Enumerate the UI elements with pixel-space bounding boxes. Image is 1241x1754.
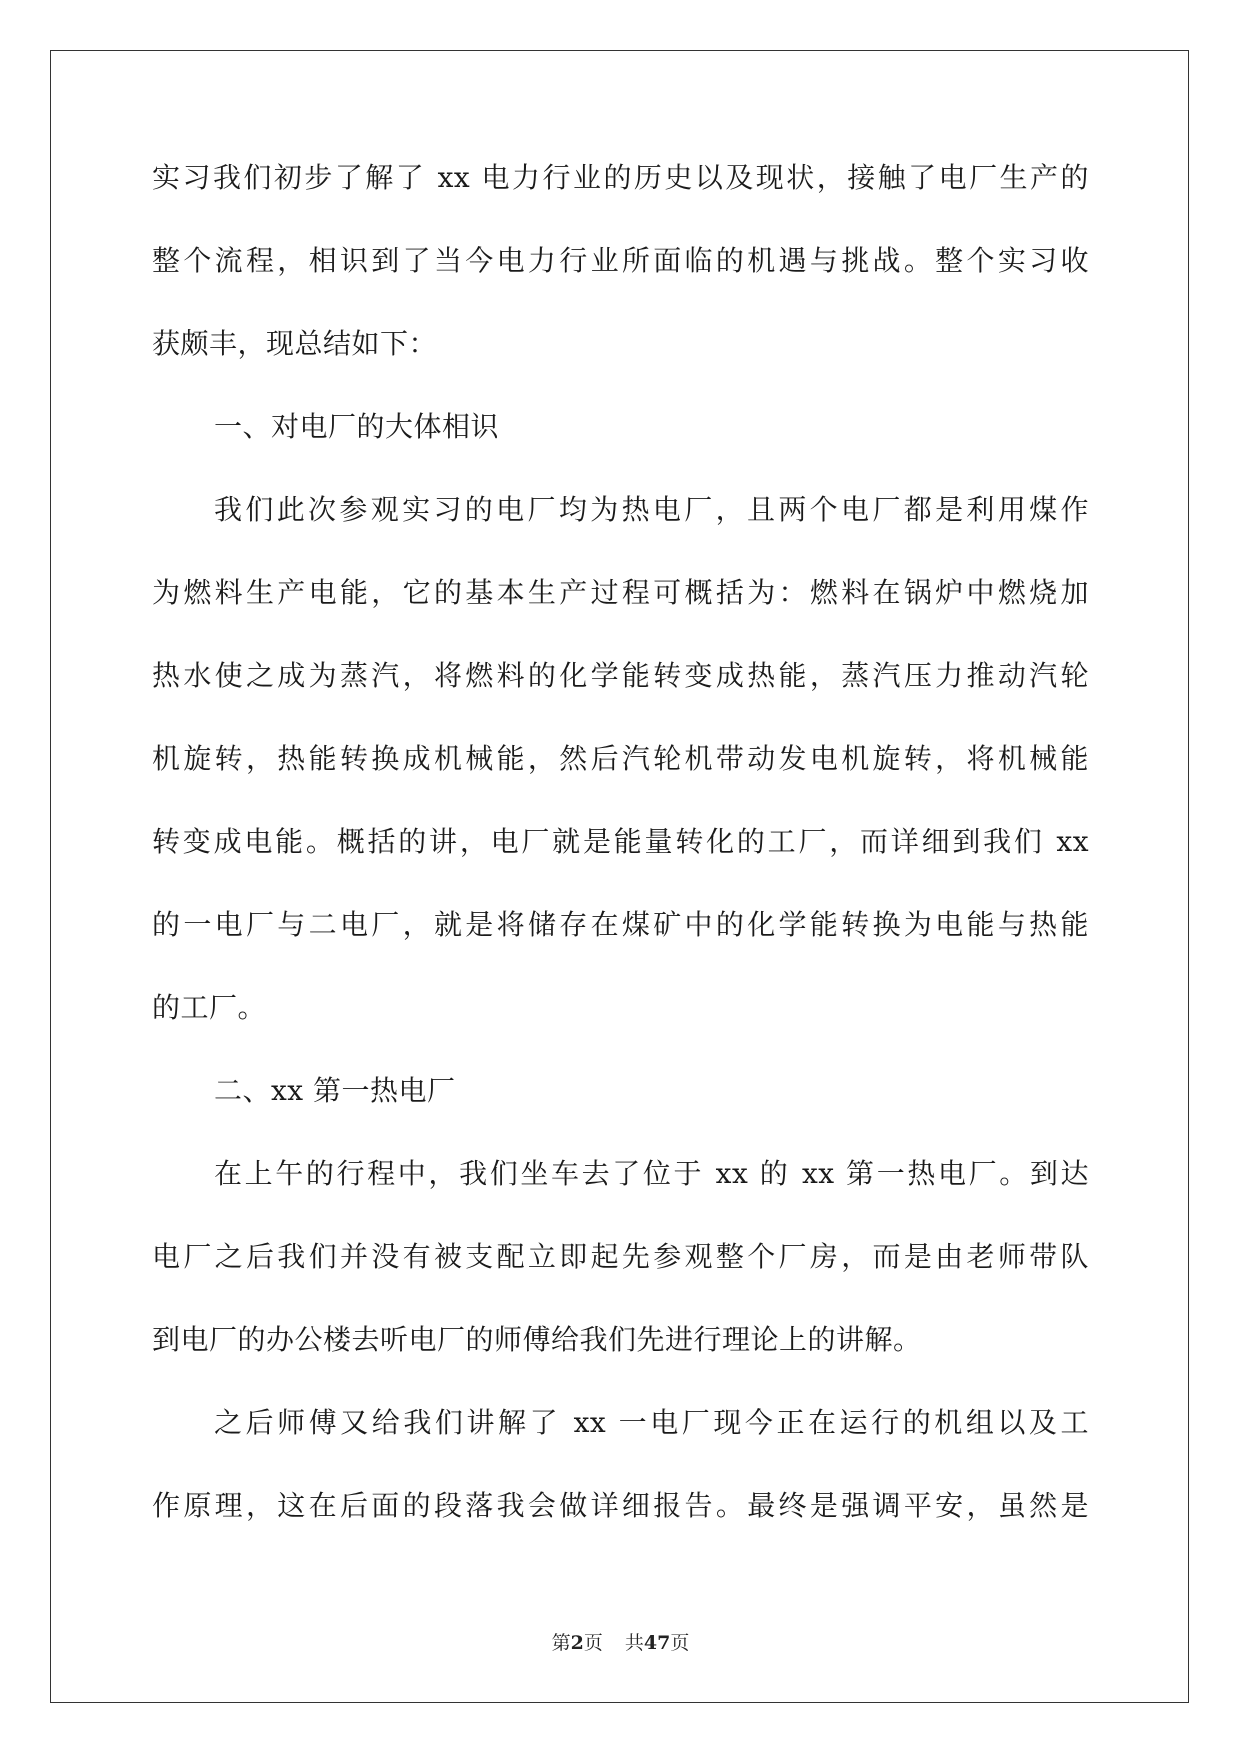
page-number: 2 <box>570 1632 584 1654</box>
text-line: 转变成电能。概括的讲，电厂就是能量转化的工厂，而详细到我们 xx <box>152 825 1089 858</box>
total-suffix: 页 <box>670 1632 690 1654</box>
text-line: 到电厂的办公楼去听电厂的师傅给我们先进行理论上的讲解。 <box>152 1323 922 1356</box>
text-line: 的工厂。 <box>152 991 267 1024</box>
section-heading: 二、xx 第一热电厂 <box>214 1074 456 1107</box>
text-line: 实习我们初步了解了 xx 电力行业的历史以及现状，接触了电厂生产的 <box>152 161 1089 194</box>
text-line: 作原理，这在后面的段落我会做详细报告。最终是强调平安，虽然是 <box>152 1489 1089 1522</box>
text-line: 我们此次参观实习的电厂均为热电厂，且两个电厂都是利用煤作 <box>214 493 1089 526</box>
text-line: 在上午的行程中，我们坐车去了位于 xx 的 xx 第一热电厂。到达 <box>214 1157 1089 1190</box>
text-line: 热水使之成为蒸汽，将燃料的化学能转变成热能，蒸汽压力推动汽轮 <box>152 659 1089 692</box>
text-line: 的一电厂与二电厂，就是将储存在煤矿中的化学能转换为电能与热能 <box>152 908 1089 941</box>
page-suffix: 页 <box>583 1632 603 1654</box>
page-footer <box>0 1628 1241 1655</box>
text-line: 之后师傅又给我们讲解了 xx 一电厂现今正在运行的机组以及工 <box>214 1406 1089 1439</box>
text-line: 机旋转，热能转换成机械能，然后汽轮机带动发电机旋转，将机械能 <box>152 742 1089 775</box>
text-line: 获颇丰，现总结如下： <box>152 327 438 360</box>
total-prefix: 共 <box>624 1632 644 1654</box>
section-heading: 一、对电厂的大体相识 <box>214 410 500 443</box>
total-pages: 47 <box>643 1632 671 1654</box>
text-line: 为燃料生产电能，它的基本生产过程可概括为：燃料在锅炉中燃烧加 <box>152 576 1089 609</box>
text-line: 电厂之后我们并没有被支配立即起先参观整个厂房，而是由老师带队 <box>152 1240 1089 1273</box>
page-prefix: 第 <box>551 1632 571 1654</box>
document-body <box>152 160 1089 1571</box>
text-line: 整个流程，相识到了当今电力行业所面临的机遇与挑战。整个实习收 <box>152 244 1089 277</box>
